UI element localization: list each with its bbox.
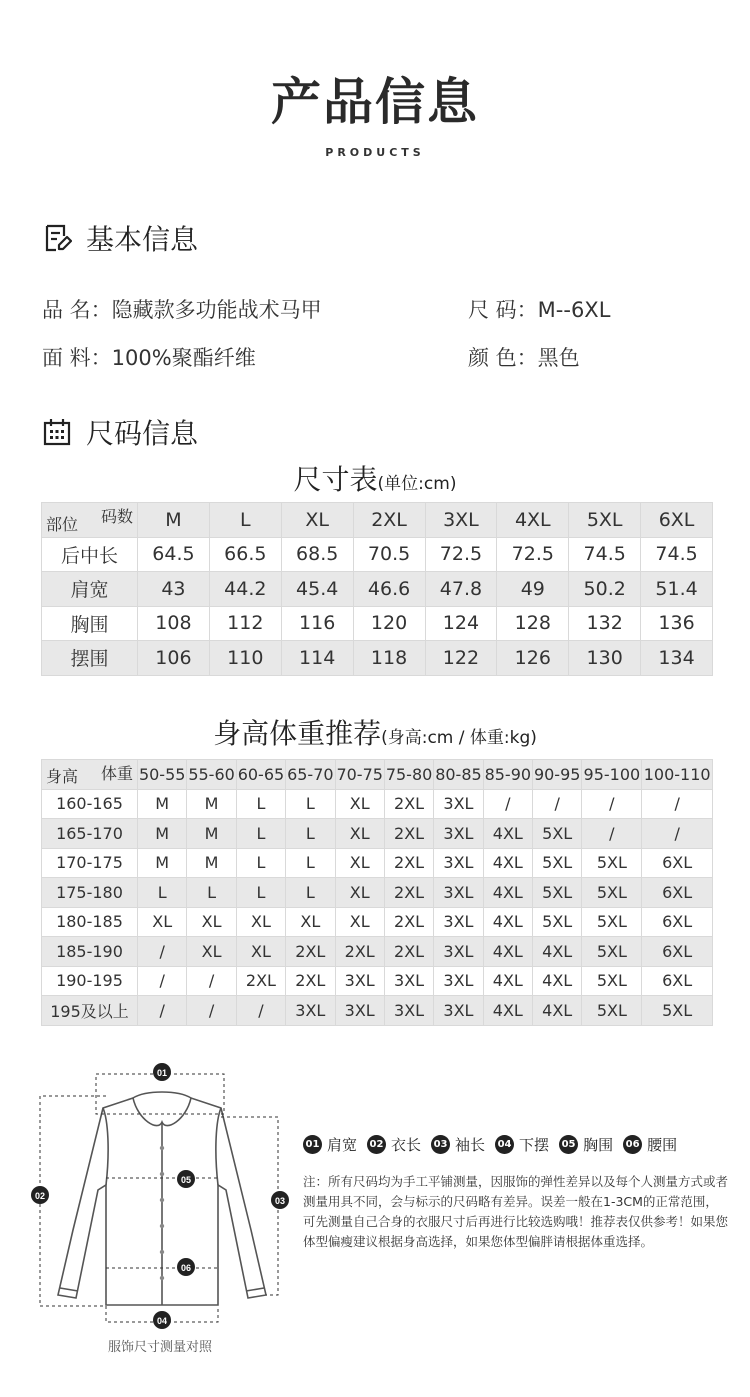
recommend-table-row-label: 170-175 xyxy=(42,848,138,878)
recommend-table-cell: XL xyxy=(138,907,187,937)
recommend-table-cell: 3XL xyxy=(384,966,433,996)
recommend-table-cell: 2XL xyxy=(236,966,285,996)
svg-text:01: 01 xyxy=(156,1068,168,1078)
recommend-table-cell: L xyxy=(286,878,335,908)
recommend-table-cell: / xyxy=(138,996,187,1026)
recommend-table-cell: XL xyxy=(187,937,236,967)
recommend-table-cell: 6XL xyxy=(642,937,713,967)
size-table-row xyxy=(42,572,713,607)
recommend-table-column-header: 65-70 xyxy=(286,760,335,790)
recommend-table-cell: / xyxy=(642,819,713,849)
recommend-table-row-label: 180-185 xyxy=(42,907,138,937)
size-table-header-row xyxy=(42,503,713,538)
marker-03 xyxy=(271,1191,289,1209)
legend-num-04: 04 xyxy=(495,1135,514,1154)
recommend-table-cell: / xyxy=(138,966,187,996)
size-table-cell: 122 xyxy=(425,641,497,676)
recommend-table-cell: 5XL xyxy=(533,819,582,849)
basic-info-label: 基本信息 xyxy=(86,223,199,256)
recommend-table-cell: / xyxy=(187,966,236,996)
recommend-table-cell: XL xyxy=(335,819,384,849)
size-table-cell: 72.5 xyxy=(425,537,497,572)
recommend-table-cell: 3XL xyxy=(434,878,483,908)
size-table-column-header: 5XL xyxy=(569,503,641,538)
garment-diagram xyxy=(28,1060,298,1340)
recommend-table-cell: 4XL xyxy=(483,966,532,996)
recommend-table-cell: 3XL xyxy=(384,996,433,1026)
legend-num-01: 01 xyxy=(303,1135,322,1154)
recommend-table-cell: XL xyxy=(335,789,384,819)
recommend-table-header-row xyxy=(42,760,713,790)
recommend-table-cell: 4XL xyxy=(483,937,532,967)
recommend-table-cell: 3XL xyxy=(434,907,483,937)
size-table-cell: 132 xyxy=(569,606,641,641)
size-table-cell: 134 xyxy=(641,641,713,676)
recommend-table-cell: L xyxy=(236,848,285,878)
size-table-row xyxy=(42,641,713,676)
recommend-table-cell: 2XL xyxy=(384,819,433,849)
recommend-table-cell: 4XL xyxy=(483,848,532,878)
size-table-column-header: 3XL xyxy=(425,503,497,538)
recommend-table-cell: L xyxy=(286,819,335,849)
recommend-table-cell: 3XL xyxy=(434,789,483,819)
corner-bottom-label: 部位 xyxy=(46,514,79,534)
recommend-table-cell: XL xyxy=(286,907,335,937)
recommend-table-cell: M xyxy=(138,789,187,819)
recommend-table-heading: 身高体重推荐 xyxy=(213,717,382,750)
recommend-table-cell: / xyxy=(582,819,642,849)
marker-01 xyxy=(153,1063,171,1081)
marker-05 xyxy=(177,1170,195,1188)
product-name: 品 名：隐藏款多功能战术马甲 xyxy=(42,298,322,322)
recommend-table-row xyxy=(42,966,713,996)
size-table-cell: 68.5 xyxy=(281,537,353,572)
recommend-table-cell: / xyxy=(533,789,582,819)
page-title: 产品信息 xyxy=(271,73,479,131)
measurement-note: 注：所有尺码均为手工平铺测量，因服饰的弹性差异以及每个人测量方式或者测量用具不同，会与标示的尺码略有差异。误差一般在1-3CM的正常范围，可先测量自己合身的衣服尺寸后再进行比较选购哦！推荐表仅供参考！如果您体型偏瘦建议根据身高选择，如果您体型偏胖请根据体重选择。 xyxy=(303,1174,729,1249)
recommend-table xyxy=(41,759,713,1026)
recommend-table-column-header: 90-95 xyxy=(533,760,582,790)
size-table-cell: 124 xyxy=(425,606,497,641)
legend-num-05: 05 xyxy=(559,1135,578,1154)
recommend-table-row xyxy=(42,819,713,849)
recommend-table-row xyxy=(42,937,713,967)
recommend-table-cell: 6XL xyxy=(642,848,713,878)
size-table-cell: 49 xyxy=(497,572,569,607)
size-table-title xyxy=(0,458,750,498)
size-table-corner-cell xyxy=(42,503,138,538)
recommend-table-cell: 5XL xyxy=(533,848,582,878)
recommend-table-unit: (身高:cm / 体重:kg) xyxy=(381,728,537,748)
size-table-cell: 51.4 xyxy=(641,572,713,607)
recommend-table-column-header: 60-65 xyxy=(236,760,285,790)
recommend-table-cell: M xyxy=(138,848,187,878)
size-table-cell: 116 xyxy=(281,606,353,641)
size-table-cell: 70.5 xyxy=(353,537,425,572)
legend-num-02: 02 xyxy=(367,1135,386,1154)
recommend-table-cell: L xyxy=(236,789,285,819)
measurement-legend xyxy=(303,1134,687,1155)
recommend-table-cell: 5XL xyxy=(533,878,582,908)
recommend-table-column-header: 80-85 xyxy=(434,760,483,790)
recommend-table-cell: 3XL xyxy=(335,996,384,1026)
size-table-row xyxy=(42,606,713,641)
size-table-cell: 74.5 xyxy=(641,537,713,572)
marker-06 xyxy=(177,1258,195,1276)
recommend-table-row-label: 165-170 xyxy=(42,819,138,849)
recommend-table-cell: 3XL xyxy=(434,996,483,1026)
recommend-table-row-label: 185-190 xyxy=(42,937,138,967)
svg-text:05: 05 xyxy=(180,1175,192,1185)
size-table-row-label: 摆围 xyxy=(42,641,138,676)
recommend-table-cell: M xyxy=(187,819,236,849)
recommend-table-row-label: 160-165 xyxy=(42,789,138,819)
size-table-cell: 106 xyxy=(138,641,210,676)
size-table-row-label: 胸围 xyxy=(42,606,138,641)
marker-02 xyxy=(31,1186,49,1204)
recommend-table-cell: L xyxy=(236,878,285,908)
page-subtitle: PRODUCTS xyxy=(325,146,425,159)
recommend-table-column-header: 85-90 xyxy=(483,760,532,790)
corner-top-label: 码数 xyxy=(100,507,133,526)
recommend-table-cell: 4XL xyxy=(533,966,582,996)
recommend-table-cell: 2XL xyxy=(286,937,335,967)
product-size-range: 尺 码：M--6XL xyxy=(468,298,611,322)
svg-text:04: 04 xyxy=(156,1316,168,1326)
recommend-table-cell: XL xyxy=(187,907,236,937)
size-table-cell: 72.5 xyxy=(497,537,569,572)
size-table-column-header: M xyxy=(138,503,210,538)
size-table-cell: 126 xyxy=(497,641,569,676)
recommend-table-cell: 2XL xyxy=(286,966,335,996)
recommend-table-cell: 4XL xyxy=(533,996,582,1026)
recommend-table-cell: 3XL xyxy=(434,966,483,996)
size-table-cell: 74.5 xyxy=(569,537,641,572)
recommend-table-cell: 5XL xyxy=(642,996,713,1026)
recommend-table-cell: 3XL xyxy=(286,996,335,1026)
recommend-table-corner-cell xyxy=(42,760,138,790)
legend-label-06: 腰围 xyxy=(647,1136,678,1154)
recommend-table-cell: 6XL xyxy=(642,878,713,908)
recommend-table-row-label: 195及以上 xyxy=(42,996,138,1026)
recommend-table-cell: 2XL xyxy=(384,937,433,967)
recommend-table-column-header: 75-80 xyxy=(384,760,433,790)
recommend-table-cell: 6XL xyxy=(642,966,713,996)
legend-num-03: 03 xyxy=(431,1135,450,1154)
size-table-cell: 46.6 xyxy=(353,572,425,607)
size-table-cell: 44.2 xyxy=(209,572,281,607)
recommend-table-cell: 3XL xyxy=(434,848,483,878)
recommend-table-cell: 4XL xyxy=(483,819,532,849)
recommend-table-row-label: 190-195 xyxy=(42,966,138,996)
size-table-cell: 130 xyxy=(569,641,641,676)
recommend-table-cell: L xyxy=(236,819,285,849)
recommend-table-cell: / xyxy=(236,996,285,1026)
recommend-table-cell: XL xyxy=(335,848,384,878)
recommend-table-cell: 5XL xyxy=(582,848,642,878)
size-table-cell: 136 xyxy=(641,606,713,641)
recommend-table-cell: XL xyxy=(335,907,384,937)
legend-label-03: 袖长 xyxy=(455,1136,486,1154)
legend-label-02: 衣长 xyxy=(391,1136,422,1154)
svg-text:03: 03 xyxy=(274,1196,286,1206)
size-table-cell: 112 xyxy=(209,606,281,641)
recommend-table-row xyxy=(42,878,713,908)
recommend-table-column-header: 100-110 xyxy=(642,760,713,790)
size-table-cell: 128 xyxy=(497,606,569,641)
recommend-table-cell: 5XL xyxy=(582,878,642,908)
size-table-column-header: XL xyxy=(281,503,353,538)
recommend-table-cell: 2XL xyxy=(335,937,384,967)
legend-label-04: 下摆 xyxy=(519,1136,550,1154)
recommend-table-cell: L xyxy=(187,878,236,908)
document-edit-icon xyxy=(42,223,72,253)
recommend-table-cell: M xyxy=(187,848,236,878)
recommend-table-cell: 5XL xyxy=(582,996,642,1026)
marker-04 xyxy=(153,1311,171,1329)
recommend-table-cell: 4XL xyxy=(533,937,582,967)
size-table-cell: 64.5 xyxy=(138,537,210,572)
recommend-table-cell: 5XL xyxy=(582,907,642,937)
size-table-row-label: 肩宽 xyxy=(42,572,138,607)
recommend-table-cell: 3XL xyxy=(335,966,384,996)
recommend-table-row xyxy=(42,907,713,937)
recommend-table-cell: 3XL xyxy=(434,819,483,849)
recommend-table-title xyxy=(0,712,750,752)
size-info-label: 尺码信息 xyxy=(86,417,199,450)
size-table-cell: 118 xyxy=(353,641,425,676)
product-color: 颜 色：黑色 xyxy=(468,346,580,370)
product-fabric: 面 料：100%聚酯纤维 xyxy=(42,346,256,370)
recommend-table-cell: L xyxy=(138,878,187,908)
size-table-cell: 47.8 xyxy=(425,572,497,607)
recommend-table-cell: XL xyxy=(236,937,285,967)
recommend-table-cell: L xyxy=(286,789,335,819)
recommend-table-cell: 2XL xyxy=(384,848,433,878)
recommend-table-cell: XL xyxy=(236,907,285,937)
size-table-cell: 108 xyxy=(138,606,210,641)
size-table-cell: 120 xyxy=(353,606,425,641)
recommend-table-cell: 6XL xyxy=(642,907,713,937)
recommend-table-cell: 2XL xyxy=(384,789,433,819)
svg-text:02: 02 xyxy=(34,1191,46,1201)
size-table-cell: 110 xyxy=(209,641,281,676)
recommend-table-cell: / xyxy=(642,789,713,819)
recommend-table-cell: / xyxy=(138,937,187,967)
recommend-table-cell: 2XL xyxy=(384,907,433,937)
legend-label-05: 胸围 xyxy=(583,1136,614,1154)
recommend-table-row xyxy=(42,848,713,878)
size-table-unit: (单位:cm) xyxy=(377,474,457,494)
recommend-table-cell: 4XL xyxy=(483,996,532,1026)
recommend-table-cell: / xyxy=(187,996,236,1026)
size-table-cell: 43 xyxy=(138,572,210,607)
size-table-cell: 50.2 xyxy=(569,572,641,607)
size-table-cell: 66.5 xyxy=(209,537,281,572)
recommend-table-cell: 2XL xyxy=(384,878,433,908)
legend-label-01: 肩宽 xyxy=(327,1136,358,1154)
recommend-table-cell: M xyxy=(138,819,187,849)
recommend-table-cell: 4XL xyxy=(483,907,532,937)
size-table xyxy=(41,502,713,676)
corner-bottom-label: 身高 xyxy=(46,766,79,786)
size-table-row-label: 后中长 xyxy=(42,537,138,572)
size-table-cell: 114 xyxy=(281,641,353,676)
recommend-table-row-label: 175-180 xyxy=(42,878,138,908)
diagram-caption: 服饰尺寸测量对照 xyxy=(107,1340,212,1355)
recommend-table-column-header: 50-55 xyxy=(138,760,187,790)
recommend-table-cell: 4XL xyxy=(483,878,532,908)
recommend-table-column-header: 55-60 xyxy=(187,760,236,790)
recommend-table-cell: / xyxy=(483,789,532,819)
recommend-table-row xyxy=(42,789,713,819)
basic-info-heading xyxy=(42,218,198,258)
size-table-row xyxy=(42,537,713,572)
recommend-table-cell: XL xyxy=(335,878,384,908)
size-info-heading xyxy=(42,412,198,452)
recommend-table-cell: L xyxy=(286,848,335,878)
size-table-column-header: 4XL xyxy=(497,503,569,538)
recommend-table-cell: 5XL xyxy=(582,937,642,967)
calendar-icon xyxy=(42,417,72,447)
size-table-heading: 尺寸表 xyxy=(293,463,378,496)
recommend-table-row xyxy=(42,996,713,1026)
recommend-table-cell: 5XL xyxy=(533,907,582,937)
corner-top-label: 体重 xyxy=(100,764,133,783)
recommend-table-column-header: 70-75 xyxy=(335,760,384,790)
recommend-table-cell: M xyxy=(187,789,236,819)
size-table-column-header: 2XL xyxy=(353,503,425,538)
recommend-table-cell: / xyxy=(582,789,642,819)
size-table-column-header: 6XL xyxy=(641,503,713,538)
svg-text:06: 06 xyxy=(180,1263,192,1273)
recommend-table-cell: 5XL xyxy=(582,966,642,996)
size-table-column-header: L xyxy=(209,503,281,538)
recommend-table-column-header: 95-100 xyxy=(582,760,642,790)
legend-num-06: 06 xyxy=(623,1135,642,1154)
size-table-cell: 45.4 xyxy=(281,572,353,607)
recommend-table-cell: 3XL xyxy=(434,937,483,967)
